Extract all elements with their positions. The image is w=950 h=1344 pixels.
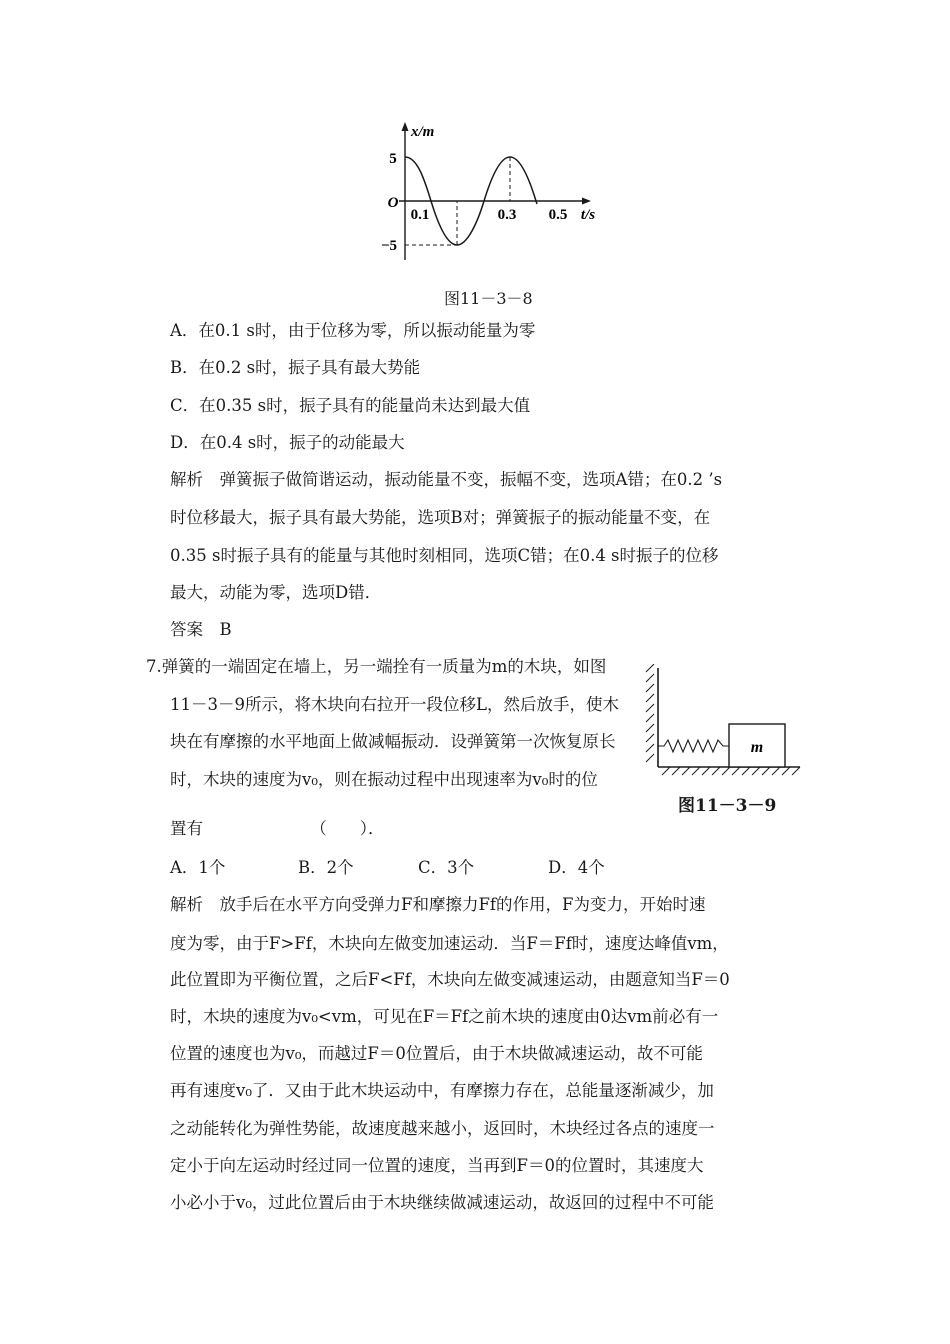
q7-analysis-line: 位置的速度也为v₀，而越过F＝0位置后，由于木块做减速运动，故不可能: [170, 1044, 703, 1063]
xt-graph: [355, 118, 615, 268]
block-label: m: [750, 739, 764, 756]
wall-hatching: [646, 664, 654, 762]
y-axis-arrow: [402, 122, 409, 131]
x-axis-arrow: [582, 198, 591, 205]
spring-block-figure: [640, 664, 810, 779]
q6-analysis-line: 解析 弹簧振子做简谐运动，振动能量不变，振幅不变，选项A错；在0.2 ’s: [170, 470, 723, 489]
q6-option-c: C．在0.35 s时，振子具有的能量尚未达到最大值: [170, 396, 531, 415]
q7-analysis-line: 定小于向左运动时经过同一位置的速度，当再到F＝0的位置时，其速度大: [170, 1156, 704, 1175]
x-tick-0.1: 0.1: [410, 207, 430, 223]
x-tick-0.5: 0.5: [548, 207, 568, 223]
q6-answer: 答案 B: [170, 620, 232, 639]
figure2-caption: 图11－3－9: [678, 796, 777, 816]
q7-analysis-line: 度为零，由于F>Ff，木块向左做变加速运动．当F＝Ff时，速度达峰值vm，: [170, 934, 729, 953]
q6-option-b: B．在0.2 s时，振子具有最大势能: [170, 358, 421, 377]
x-tick-0.3: 0.3: [497, 207, 517, 223]
q7-option-a: A．1个: [170, 858, 226, 877]
figure1-caption: 图11－3－8: [444, 289, 533, 308]
y-tick-neg5: −5: [380, 238, 398, 254]
y-axis-label: x/m: [411, 124, 435, 140]
q7-stem-line: 时，木块的速度为v₀，则在振动过程中出现速率为v₀时的位: [170, 770, 598, 789]
q6-option-d: D．在0.4 s时，振子的动能最大: [170, 433, 405, 452]
q7-option-c: C．3个: [418, 858, 475, 877]
q7-analysis-line: 再有速度v₀了．又由于此木块运动中，有摩擦力存在，总能量逐渐减少，加: [170, 1081, 714, 1100]
q7-option-d: D．4个: [548, 858, 605, 877]
q7-analysis-line: 解析 放手后在水平方向受弹力F和摩擦力Ff的作用，F为变力，开始时速: [170, 895, 706, 914]
q7-option-b: B．2个: [298, 858, 354, 877]
origin-label: O: [387, 195, 399, 211]
q7-stem-line: 11－3－9所示，将木块向右拉开一段位移L，然后放手，使木: [170, 695, 619, 714]
q7-analysis-line: 小必小于v₀，过此位置后由于木块继续做减速运动，故返回的过程中不可能: [170, 1193, 714, 1212]
q7-stem-line: 置有 （ ）．: [170, 819, 385, 838]
q7-analysis-line: 此位置即为平衡位置，之后F<Ff，木块向左做变减速运动，由题意知当F＝0: [170, 970, 730, 989]
q6-analysis-line: 时位移最大，振子具有最大势能，选项B对；弹簧振子的振动能量不变，在: [170, 508, 711, 527]
q6-analysis-line: 0.35 s时振子具有的能量与其他时刻相同，选项C错；在0.4 s时振子的位移: [170, 546, 719, 565]
spring: [658, 740, 729, 752]
y-tick-5: 5: [389, 151, 397, 167]
q6-analysis-line: 最大，动能为零，选项D错．: [170, 583, 382, 602]
q7-stem-line: 块在有摩擦的水平地面上做减幅振动．设弹簧第一次恢复原长: [170, 732, 616, 751]
q7-stem-line: 7.弹簧的一端固定在墙上，另一端拴有一质量为m的木块，如图: [146, 657, 607, 676]
q7-analysis-line: 之动能转化为弹性势能，故速度越来越小，返回时，木块经过各点的速度一: [170, 1119, 715, 1138]
x-axis-label: t/s: [580, 207, 596, 223]
q6-option-a: A．在0.1 s时，由于位移为零，所以振动能量为零: [170, 321, 536, 340]
floor-hatching: [662, 767, 800, 775]
q7-analysis-line: 时，木块的速度为v₀<vm，可见在F＝Ff之前木块的速度由0达vm前必有一: [170, 1007, 719, 1026]
